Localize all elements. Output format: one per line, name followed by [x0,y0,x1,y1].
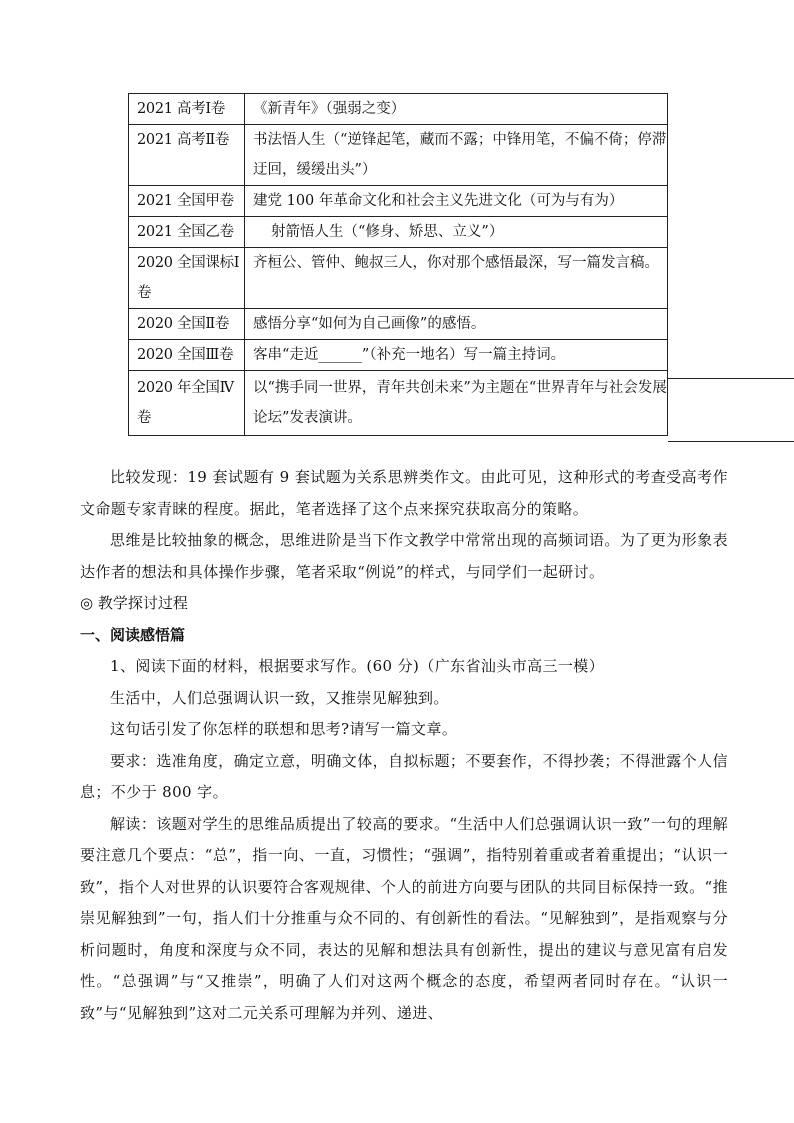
table-row [129,248,668,309]
table-row [129,309,668,340]
question-prompt: 这句话引发了你怎样的联想和思考?请写一篇文章。 [110,720,458,738]
topic-cell: 齐桓公、管仲、鲍叔三人，你对那个感悟最深，写一篇发言稿。 [245,248,668,309]
exam-cell: 2020 全国Ⅱ卷 [129,309,245,340]
question-requirements: 要求：选准角度，确定立意，明确文体，自拟标题；不要套作，不得抄袭；不得泄露个人信息；不少于 800 字。 [80,751,728,801]
exam-cell: 2021 全国甲卷 [129,186,245,217]
section-heading: 一、阅读感悟篇 [80,625,186,644]
table-overhang-line [668,378,794,379]
exam-topic-table [128,93,668,436]
paragraph-thinking: 思维是比较抽象的概念，思维进阶是当下作文教学中常常出现的高频词语。为了更为形象表达作者的想法和具体操作步骤，笔者采取“例说”的样式，与同学们一起研讨。 [80,531,728,581]
table-row [129,217,668,248]
table-row [129,186,668,217]
exam-cell: 2020 全国课标Ⅰ卷 [129,248,245,309]
section-marker: ◎ 教学探讨过程 [80,594,188,612]
question-title: 1、阅读下面的材料，根据要求写作。(60 分)（广东省汕头市高三一模） [110,657,605,675]
topic-cell: 射箭悟人生（“修身、矫思、立义”） [245,217,668,248]
exam-cell: 2021 高考Ⅱ卷 [129,125,245,186]
table-row [129,371,668,436]
table-row [129,125,668,186]
exam-cell: 2020 全国Ⅲ卷 [129,340,245,371]
article-body [80,462,728,1029]
table-row [129,340,668,371]
topic-cell: 建党 100 年革命文化和社会主义先进文化（可为与有为） [245,186,668,217]
question-material: 生活中，人们总强调认识一致，又推崇见解独到。 [110,688,449,707]
table-overhang-line [668,441,794,442]
exam-cell: 2021 高考Ⅰ卷 [129,94,245,125]
topic-cell: 感悟分享“如何为自己画像”的感悟。 [245,309,668,340]
table-row [129,94,668,125]
question-analysis: 解读：该题对学生的思维品质提出了较高的要求。“生活中人们总强调认识一致”一句的理解要注意几个要点：“总”，指一向、一直，习惯性；“强调”，指特别着重或者着重提出；“认识一致”，指个人对世界的认识要符合客观规律、个人的前进方向要与团队的共同目标保持一致。“推崇见解独到”一句，指人们十分推重与众不同的、有创新性的看法。“见解独到”，是指观察与分析问题时，角度和深度与众不同，表达的见解和想法具有创新性，提出的建议与意见富有启发性。“总强调”与“又推崇”，明确了人们对这两个概念的态度，希望两者同时存在。“认识一致”与“见解独到”这对二元关系可理解为并列、递进、 [80,814,728,1022]
topic-cell: 《新青年》（强弱之变） [245,94,668,125]
exam-cell: 2021 全国乙卷 [129,217,245,248]
topic-cell: 以“携手同一世界，青年共创未来”为主题在“世界青年与社会发展论坛”发表演讲。 [245,371,668,436]
topic-cell: 客串“走近______”（补充一地名）写一篇主持词。 [245,340,668,371]
topic-cell: 书法悟人生（“逆锋起笔，藏而不露；中锋用笔，不偏不倚；停滞迂回，缓缓出头”） [245,125,668,186]
exam-cell: 2020 年全国Ⅳ卷 [129,371,245,436]
paragraph-comparison: 比较发现：19 套试题有 9 套试题为关系思辨类作文。由此可见，这种形式的考查受高考作文命题专家青睐的程度。据此，笔者选择了这个点来探究获取高分的策略。 [80,468,728,518]
